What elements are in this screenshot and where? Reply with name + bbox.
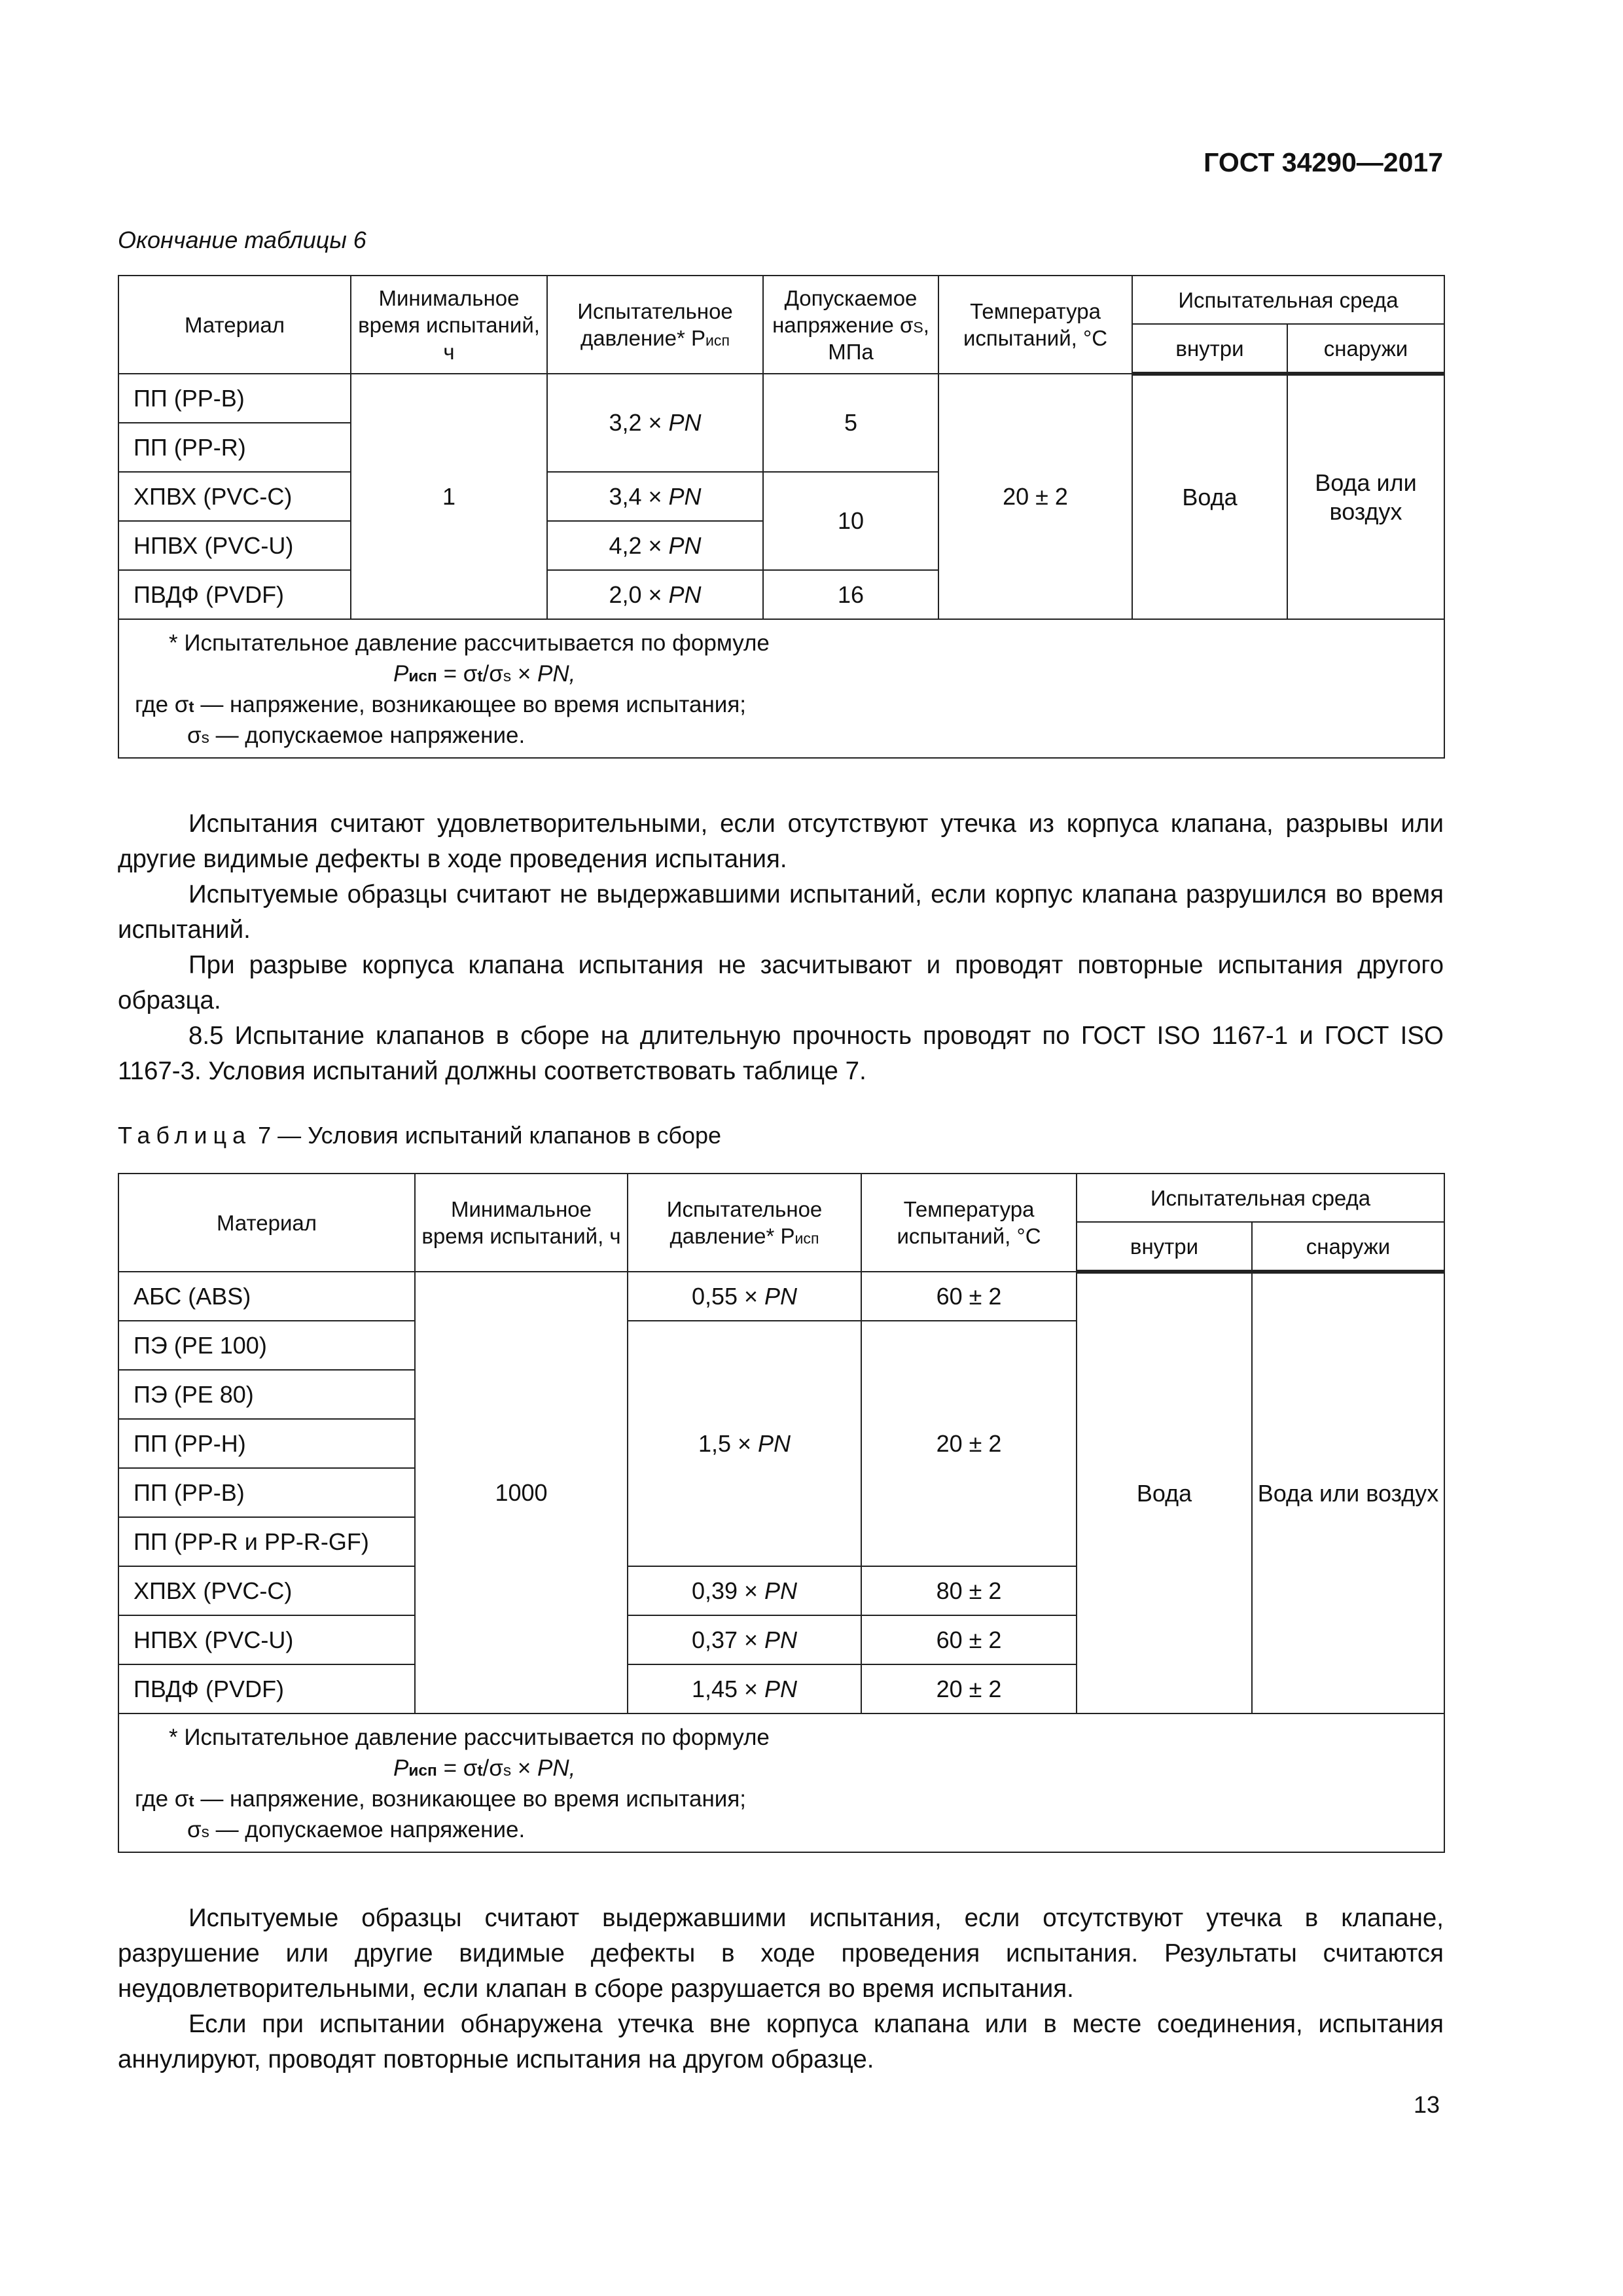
formula: $Р_{исп} = \sigma_t/\sigma_s$ × PN, [393, 1755, 576, 1781]
temperature-cell: 60 ± 2 [861, 1615, 1077, 1664]
material-cell: ПЭ (PE 100) [118, 1321, 415, 1370]
material-cell: НПВХ (PVC-U) [118, 1615, 415, 1664]
paragraph: При разрыве корпуса клапана испытания не засчитывают и проводят повторные испытания другого образца. [118, 951, 1444, 1014]
col-header-stress: Допускаемое напряжение $\sigma_S$, МПа [763, 276, 938, 374]
document-header: ГОСТ 34290—2017 [1204, 147, 1443, 177]
table-7 [118, 1173, 1445, 1853]
material-cell: ПП (PP-R) [118, 423, 351, 472]
col-header-inside: внутри [1132, 324, 1287, 374]
inside-cell: Вода [1132, 374, 1287, 619]
material-cell: ПП (PP-H) [118, 1419, 415, 1468]
temperature-cell: 20 ± 2 [861, 1321, 1077, 1566]
pressure-cell: 0,39 × PN [628, 1566, 861, 1615]
outside-cell: Вода или воздух [1287, 374, 1444, 619]
material-cell: ХПВХ (PVC-C) [118, 472, 351, 521]
table-row [118, 374, 1444, 423]
outside-cell: Вода или воздух [1252, 1272, 1444, 1713]
col-header-material: Материал [118, 276, 351, 374]
col-header-pressure: Испытательное давление* $Р_{исп}$ [547, 276, 763, 374]
pressure-cell: 1,5 × PN [628, 1321, 861, 1566]
material-cell: ПП (PP-B) [118, 1468, 415, 1517]
material-cell: АБС (ABS) [118, 1272, 415, 1321]
temperature-cell: 60 ± 2 [861, 1272, 1077, 1321]
stress-cell: 10 [763, 472, 938, 570]
paragraph: Испытуемые образцы считают не выдержавшими испытаний, если корпус клапана разрушился во время испытаний. [118, 880, 1444, 944]
col-header-temperature: Температура испытаний, °С [938, 276, 1132, 374]
pressure-cell: 1,45 × PN [628, 1664, 861, 1713]
material-cell: ПП (PP-R и PP-R-GF) [118, 1517, 415, 1566]
page-number: 13 [1413, 2091, 1440, 2118]
table7-caption: Таблица 7 — Условия испытаний клапанов в сборе [118, 1122, 722, 1149]
pressure-cell: 0,55 × PN [628, 1272, 861, 1321]
material-cell: ПВДФ (PVDF) [118, 1664, 415, 1713]
pressure-cell: 3,4 × PN [547, 472, 763, 521]
stress-cell: 5 [763, 374, 938, 472]
material-cell: ПВДФ (PVDF) [118, 570, 351, 619]
pressure-cell: 0,37 × PN [628, 1615, 861, 1664]
paragraph: Если при испытании обнаружена утечка вне корпуса клапана или в месте соединения, испытания аннулируют, проводят повторные испытания на другом образце. [118, 2010, 1444, 2073]
paragraph: 8.5 Испытание клапанов в сборе на длительную прочность проводят по ГОСТ ISO 1167-1 и ГОСТ ISO 1167-3. Условия испытаний должны соответствовать таблице 7. [118, 1022, 1444, 1085]
pressure-cell: 3,2 × PN [547, 374, 763, 472]
material-cell: ХПВХ (PVC-C) [118, 1566, 415, 1615]
temperature-cell: 80 ± 2 [861, 1566, 1077, 1615]
temperature-cell: 20 ± 2 [938, 374, 1132, 619]
inside-cell: Вода [1077, 1272, 1252, 1713]
table6-caption: Окончание таблицы 6 [118, 226, 366, 253]
col-header-pressure: Испытательное давление* $Р_{исп}$ [628, 1174, 861, 1272]
paragraph: Испытуемые образцы считают выдержавшими испытания, если отсутствуют утечка в клапане, разрушение или другие видимые дефекты в ходе проведения испытания. Результаты считаются неудовлетворительными, если клапан в сборе разрушается во время испытания. [118, 1904, 1444, 2003]
formula: $Р_{исп} = \sigma_t/\sigma_s$ × PN, [393, 661, 576, 687]
col-header-material: Материал [118, 1174, 415, 1272]
col-header-temperature: Температура испытаний, °С [861, 1174, 1077, 1272]
col-header-outside: снаружи [1252, 1222, 1444, 1272]
table7-footnote: * Испытательное давление рассчитывается по формуле $Р_{исп} = \sigma_t/\sigma_s$ × PN, где $\sigma_t$ — напряжение, возникающее во время испытания; $\sigma_s$ — допускаемое напряжение. [118, 1713, 1444, 1852]
col-header-medium: Испытательная среда [1132, 276, 1444, 324]
temperature-cell: 20 ± 2 [861, 1664, 1077, 1713]
min-time-cell: 1000 [415, 1272, 628, 1713]
material-cell: ПЭ (PE 80) [118, 1370, 415, 1419]
col-header-inside: внутри [1077, 1222, 1252, 1272]
pressure-cell: 2,0 × PN [547, 570, 763, 619]
material-cell: НПВХ (PVC-U) [118, 521, 351, 570]
material-cell: ПП (PP-B) [118, 374, 351, 423]
pressure-cell: 4,2 × PN [547, 521, 763, 570]
col-header-medium: Испытательная среда [1077, 1174, 1444, 1222]
col-header-min-time: Минимальное время испытаний, ч [415, 1174, 628, 1272]
table-row [118, 1272, 1444, 1321]
col-header-min-time: Минимальное время испытаний, ч [351, 276, 547, 374]
paragraph: Испытания считают удовлетворительными, если отсутствуют утечка из корпуса клапана, разрывы или другие видимые дефекты в ходе проведения испытания. [118, 810, 1444, 873]
table6-footnote: * Испытательное давление рассчитывается по формуле $Р_{исп} = \sigma_t/\sigma_s$ × PN, где $\sigma_t$ — напряжение, возникающее во время испытания; $\sigma_s$ — допускаемое напряжение. [118, 619, 1444, 758]
table-6 [118, 275, 1445, 759]
stress-cell: 16 [763, 570, 938, 619]
min-time-cell: 1 [351, 374, 547, 619]
col-header-outside: снаружи [1287, 324, 1444, 374]
